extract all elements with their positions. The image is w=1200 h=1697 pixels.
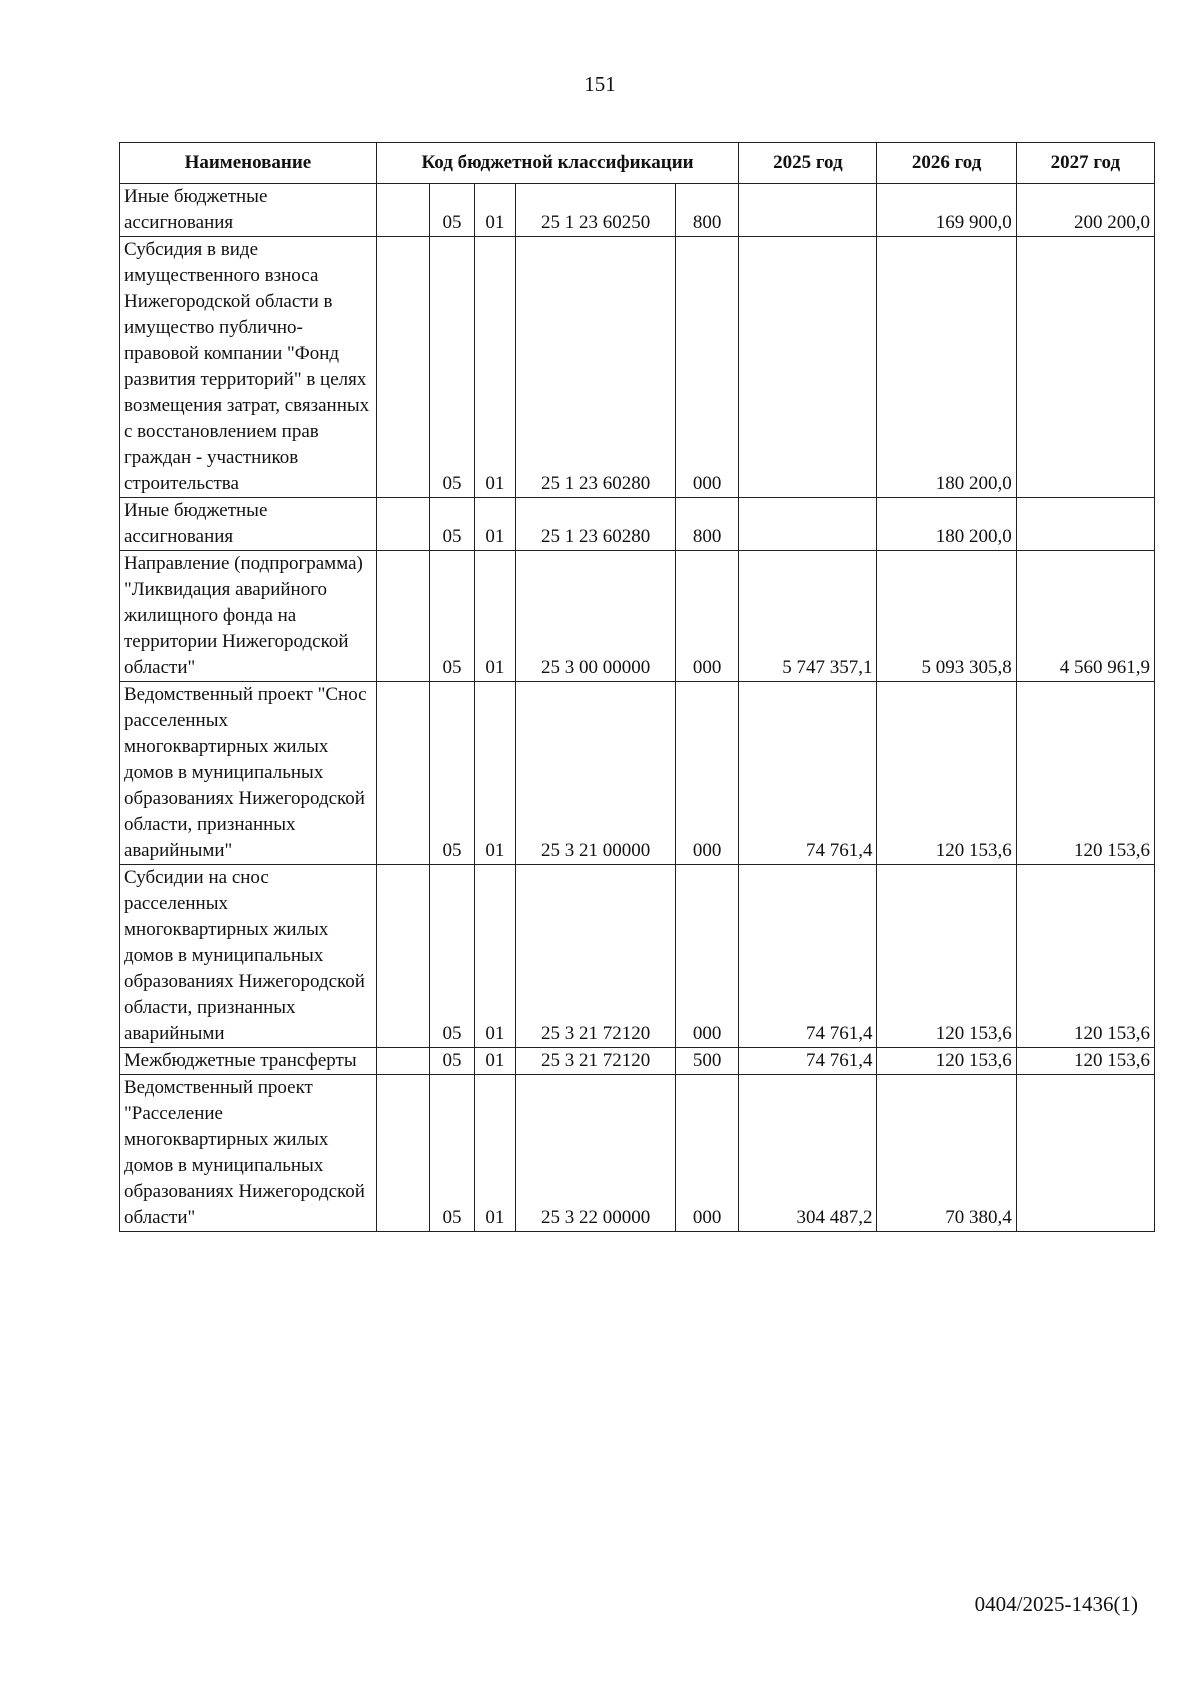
row-code-k (376, 498, 429, 551)
header-code: Код бюджетной классификации (376, 143, 738, 184)
row-code-section: 05 (430, 865, 475, 1048)
table-row (120, 1048, 1155, 1075)
row-code-subsection: 01 (474, 1048, 515, 1075)
row-code-expense-type: 800 (676, 184, 739, 237)
row-code-section: 05 (430, 184, 475, 237)
row-amount-2027: 200 200,0 (1016, 184, 1154, 237)
row-amount-2027: 120 153,6 (1016, 1048, 1154, 1075)
table-row (120, 1075, 1155, 1232)
row-amount-2025: 5 747 357,1 (739, 551, 877, 682)
row-name: Иные бюджетные ассигнования (120, 498, 377, 551)
row-code-subsection: 01 (474, 682, 515, 865)
header-name: Наименование (120, 143, 377, 184)
row-amount-2027: 120 153,6 (1016, 865, 1154, 1048)
table-row (120, 184, 1155, 237)
row-code-subsection: 01 (474, 551, 515, 682)
row-name: Ведомственный проект "Снос расселенных многоквартирных жилых домов в муниципальных образованиях Нижегородской области, признанных аварийными" (120, 682, 377, 865)
row-code-subsection: 01 (474, 1075, 515, 1232)
row-code-k (376, 1075, 429, 1232)
page-number: 151 (584, 72, 616, 96)
row-amount-2026: 180 200,0 (877, 237, 1016, 498)
table-row (120, 865, 1155, 1048)
row-amount-2026: 180 200,0 (877, 498, 1016, 551)
header-row (120, 143, 1155, 184)
row-name: Направление (подпрограмма) "Ликвидация аварийного жилищного фонда на территории Нижегородской области" (120, 551, 377, 682)
row-code-section: 05 (430, 682, 475, 865)
row-code-expense-type: 000 (676, 682, 739, 865)
row-code-subsection: 01 (474, 498, 515, 551)
row-code-k (376, 1048, 429, 1075)
row-amount-2026: 120 153,6 (877, 1048, 1016, 1075)
row-amount-2026: 5 093 305,8 (877, 551, 1016, 682)
row-code-subsection: 01 (474, 237, 515, 498)
row-amount-2026: 120 153,6 (877, 682, 1016, 865)
row-code-section: 05 (430, 237, 475, 498)
row-amount-2027 (1016, 1075, 1154, 1232)
document-id: 0404/2025-1436(1) (974, 1592, 1138, 1616)
table-row (120, 498, 1155, 551)
row-code-section: 05 (430, 1048, 475, 1075)
row-amount-2027: 120 153,6 (1016, 682, 1154, 865)
row-code-expense-type: 000 (676, 237, 739, 498)
row-code-target: 25 3 21 72120 (516, 1048, 676, 1075)
header-2026: 2026 год (877, 143, 1016, 184)
row-amount-2025 (739, 498, 877, 551)
row-code-target: 25 3 21 00000 (516, 682, 676, 865)
row-code-target: 25 3 00 00000 (516, 551, 676, 682)
row-amount-2027 (1016, 237, 1154, 498)
row-code-k (376, 865, 429, 1048)
header-2027: 2027 год (1016, 143, 1154, 184)
row-name: Субсидии на снос расселенных многоквартирных жилых домов в муниципальных образованиях Нижегородской области, признанных аварийными (120, 865, 377, 1048)
row-amount-2026: 70 380,4 (877, 1075, 1016, 1232)
row-code-target: 25 1 23 60280 (516, 498, 676, 551)
row-code-section: 05 (430, 498, 475, 551)
row-amount-2025 (739, 184, 877, 237)
row-code-section: 05 (430, 551, 475, 682)
row-code-k (376, 551, 429, 682)
row-code-expense-type: 000 (676, 551, 739, 682)
row-code-expense-type: 000 (676, 1075, 739, 1232)
row-name: Субсидия в виде имущественного взноса Нижегородской области в имущество публично-правовой компании "Фонд развития территорий" в целях возмещения затрат, связанных с восстановлением прав граждан - участников строительства (120, 237, 377, 498)
row-name: Межбюджетные трансферты (120, 1048, 377, 1075)
row-amount-2026: 120 153,6 (877, 865, 1016, 1048)
row-amount-2026: 169 900,0 (877, 184, 1016, 237)
header-2025: 2025 год (739, 143, 877, 184)
row-code-subsection: 01 (474, 184, 515, 237)
row-code-target: 25 3 21 72120 (516, 865, 676, 1048)
row-code-subsection: 01 (474, 865, 515, 1048)
row-amount-2025: 74 761,4 (739, 1048, 877, 1075)
row-code-k (376, 237, 429, 498)
row-code-target: 25 1 23 60250 (516, 184, 676, 237)
row-amount-2025: 304 487,2 (739, 1075, 877, 1232)
row-code-expense-type: 000 (676, 865, 739, 1048)
row-amount-2025: 74 761,4 (739, 865, 877, 1048)
row-amount-2027: 4 560 961,9 (1016, 551, 1154, 682)
table-row (120, 237, 1155, 498)
row-code-k (376, 682, 429, 865)
table-row (120, 551, 1155, 682)
row-name: Иные бюджетные ассигнования (120, 184, 377, 237)
row-code-target: 25 3 22 00000 (516, 1075, 676, 1232)
row-code-expense-type: 500 (676, 1048, 739, 1075)
budget-table (119, 142, 1155, 1232)
row-code-expense-type: 800 (676, 498, 739, 551)
row-code-target: 25 1 23 60280 (516, 237, 676, 498)
row-amount-2025: 74 761,4 (739, 682, 877, 865)
row-code-section: 05 (430, 1075, 475, 1232)
row-amount-2027 (1016, 498, 1154, 551)
row-amount-2025 (739, 237, 877, 498)
row-name: Ведомственный проект "Расселение многоквартирных жилых домов в муниципальных образованиях Нижегородской области" (120, 1075, 377, 1232)
table-row (120, 682, 1155, 865)
row-code-k (376, 184, 429, 237)
